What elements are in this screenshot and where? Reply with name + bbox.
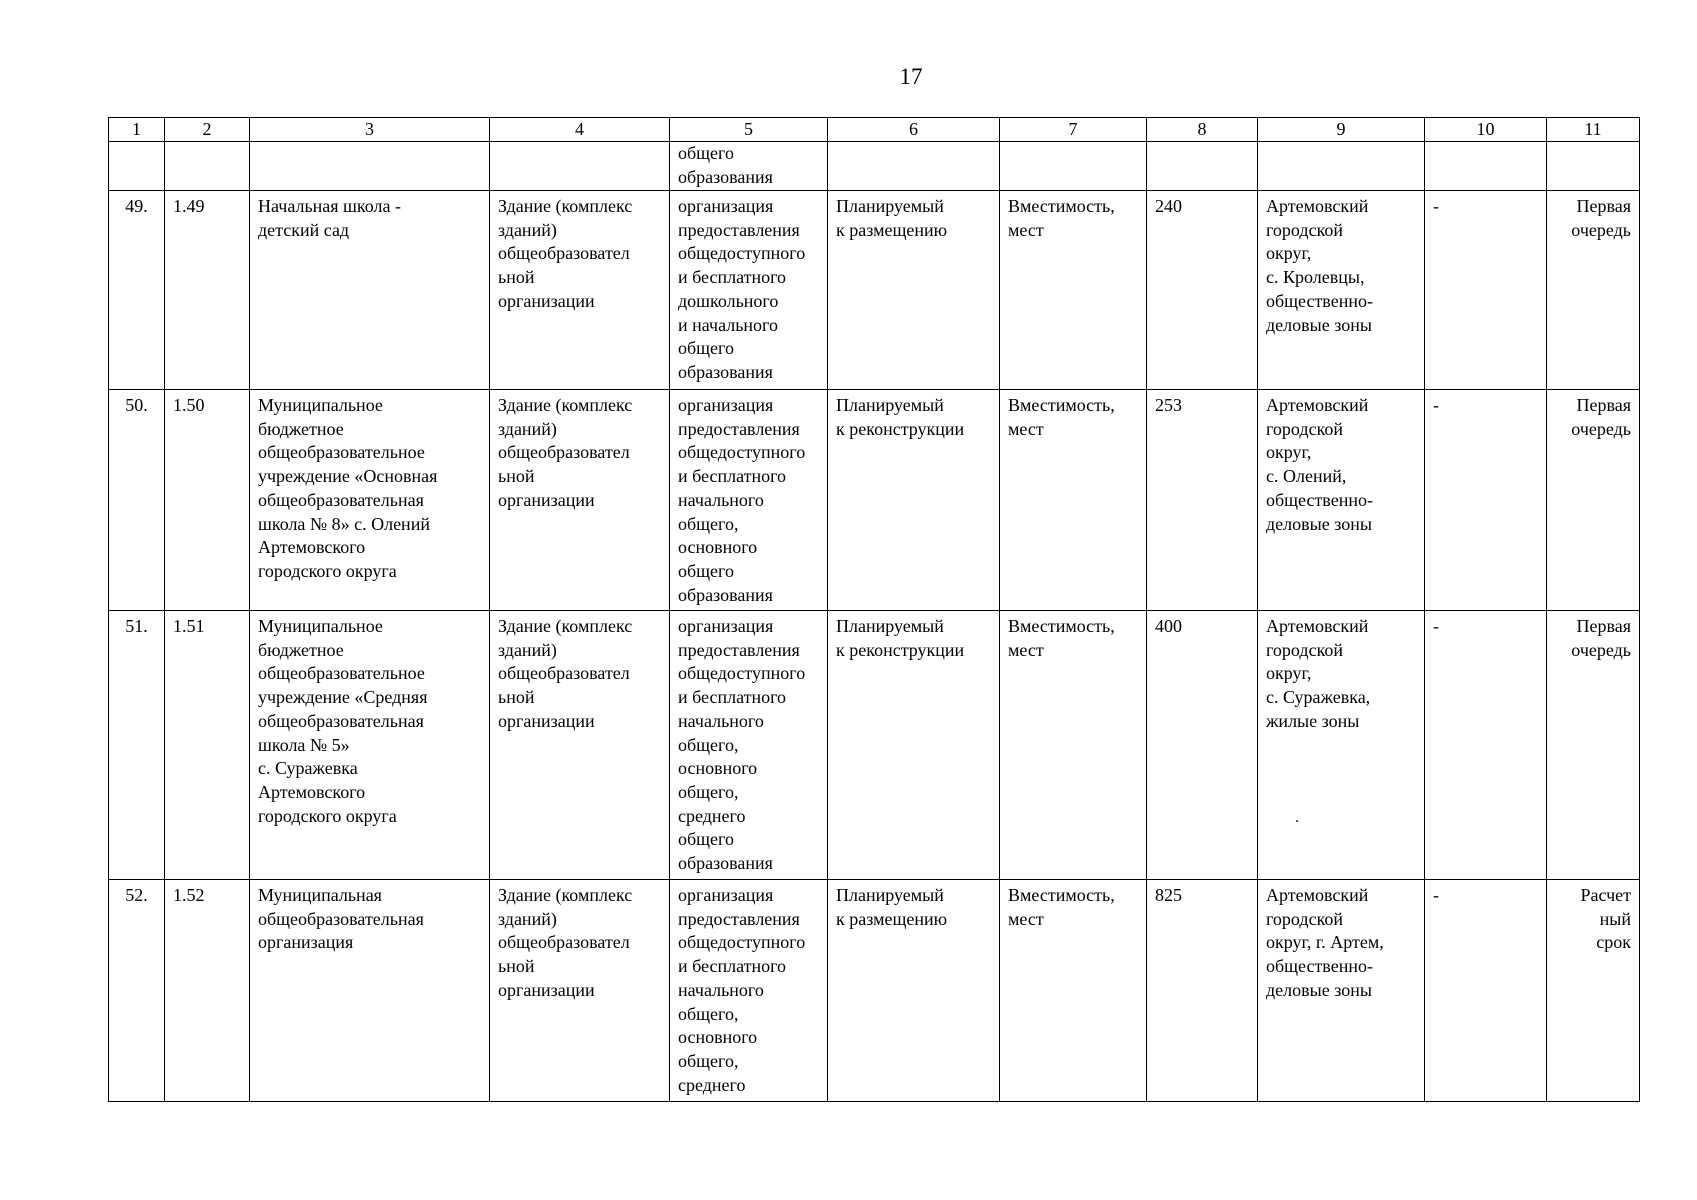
- object-purpose: организация предоставления общедоступного и бесплатного начального общего, основного общего, среднего: [670, 880, 828, 1102]
- column-number-cell: 10: [1425, 118, 1547, 142]
- object-purpose: организация предоставления общедоступного и бесплатного дошкольного и начального общего образования: [670, 191, 828, 390]
- object-value: 400: [1147, 611, 1258, 880]
- table-row: [109, 611, 1640, 880]
- column-number-cell: 5: [670, 118, 828, 142]
- object-type: Здание (комплекс зданий) общеобразовател ьной организации: [490, 880, 670, 1102]
- table-row: [109, 191, 1640, 390]
- object-zone: -: [1425, 191, 1547, 390]
- object-status: Планируемый к реконструкции: [828, 390, 1000, 611]
- object-term: Расчет ный срок: [1547, 880, 1640, 1102]
- table-cell: [1258, 142, 1425, 191]
- continuation-row: [109, 142, 1640, 191]
- column-number-cell: 3: [250, 118, 490, 142]
- column-number-cell: 4: [490, 118, 670, 142]
- table-row: [109, 390, 1640, 611]
- table-cell: [109, 142, 165, 191]
- row-number: 52.: [109, 880, 165, 1102]
- object-value: 240: [1147, 191, 1258, 390]
- scan-speck: [1296, 820, 1298, 822]
- object-name: Муниципальное бюджетное общеобразовательное учреждение «Основная общеобразовательная школа № 8» с. Олений Артемовского городского округа: [250, 390, 490, 611]
- page-number: 17: [899, 64, 923, 89]
- facilities-table: [108, 117, 1640, 1102]
- column-number-cell: 2: [165, 118, 250, 142]
- object-location: Артемовский городской округ, с. Олений, общественно- деловые зоны: [1258, 390, 1425, 611]
- object-term: Первая очередь: [1547, 611, 1640, 880]
- table-cell: [250, 142, 490, 191]
- object-value: 825: [1147, 880, 1258, 1102]
- object-type: Здание (комплекс зданий) общеобразовател ьной организации: [490, 191, 670, 390]
- object-name: Начальная школа - детский сад: [250, 191, 490, 390]
- object-characteristic: Вместимость, мест: [1000, 191, 1147, 390]
- table-cell: [165, 142, 250, 191]
- table-cell: [1147, 142, 1258, 191]
- object-term: Первая очередь: [1547, 390, 1640, 611]
- object-location: Артемовский городской округ, с. Суражевка, жилые зоны: [1258, 611, 1425, 880]
- row-number: 49.: [109, 191, 165, 390]
- object-status: Планируемый к реконструкции: [828, 611, 1000, 880]
- object-value: 253: [1147, 390, 1258, 611]
- table-cell: общего образования: [670, 142, 828, 191]
- table-cell: [1000, 142, 1147, 191]
- object-zone: -: [1425, 611, 1547, 880]
- column-number-cell: 1: [109, 118, 165, 142]
- object-code: 1.50: [165, 390, 250, 611]
- column-number-cell: 8: [1147, 118, 1258, 142]
- object-purpose: организация предоставления общедоступного и бесплатного начального общего, основного общего образования: [670, 390, 828, 611]
- table-row: [109, 880, 1640, 1102]
- object-status: Планируемый к размещению: [828, 191, 1000, 390]
- object-code: 1.51: [165, 611, 250, 880]
- column-number-cell: 7: [1000, 118, 1147, 142]
- object-term: Первая очередь: [1547, 191, 1640, 390]
- object-zone: -: [1425, 390, 1547, 611]
- column-number-cell: 11: [1547, 118, 1640, 142]
- object-type: Здание (комплекс зданий) общеобразовател ьной организации: [490, 611, 670, 880]
- table-cell: [1547, 142, 1640, 191]
- object-location: Артемовский городской округ, с. Кролевцы, общественно- деловые зоны: [1258, 191, 1425, 390]
- table-cell: [828, 142, 1000, 191]
- object-location: Артемовский городской округ, г. Артем, общественно- деловые зоны: [1258, 880, 1425, 1102]
- object-status: Планируемый к размещению: [828, 880, 1000, 1102]
- object-name: Муниципальная общеобразовательная организация: [250, 880, 490, 1102]
- object-purpose: организация предоставления общедоступного и бесплатного начального общего, основного общего, среднего общего образования: [670, 611, 828, 880]
- table-cell: [490, 142, 670, 191]
- object-characteristic: Вместимость, мест: [1000, 611, 1147, 880]
- object-code: 1.52: [165, 880, 250, 1102]
- object-characteristic: Вместимость, мест: [1000, 880, 1147, 1102]
- column-number-cell: 6: [828, 118, 1000, 142]
- object-code: 1.49: [165, 191, 250, 390]
- row-number: 50.: [109, 390, 165, 611]
- table-cell: [1425, 142, 1547, 191]
- row-number: 51.: [109, 611, 165, 880]
- column-number-cell: 9: [1258, 118, 1425, 142]
- object-name: Муниципальное бюджетное общеобразовательное учреждение «Средняя общеобразовательная школа № 5» с. Суражевка Артемовского городского округа: [250, 611, 490, 880]
- object-zone: -: [1425, 880, 1547, 1102]
- column-number-row: [109, 118, 1640, 142]
- object-characteristic: Вместимость, мест: [1000, 390, 1147, 611]
- object-type: Здание (комплекс зданий) общеобразовател ьной организации: [490, 390, 670, 611]
